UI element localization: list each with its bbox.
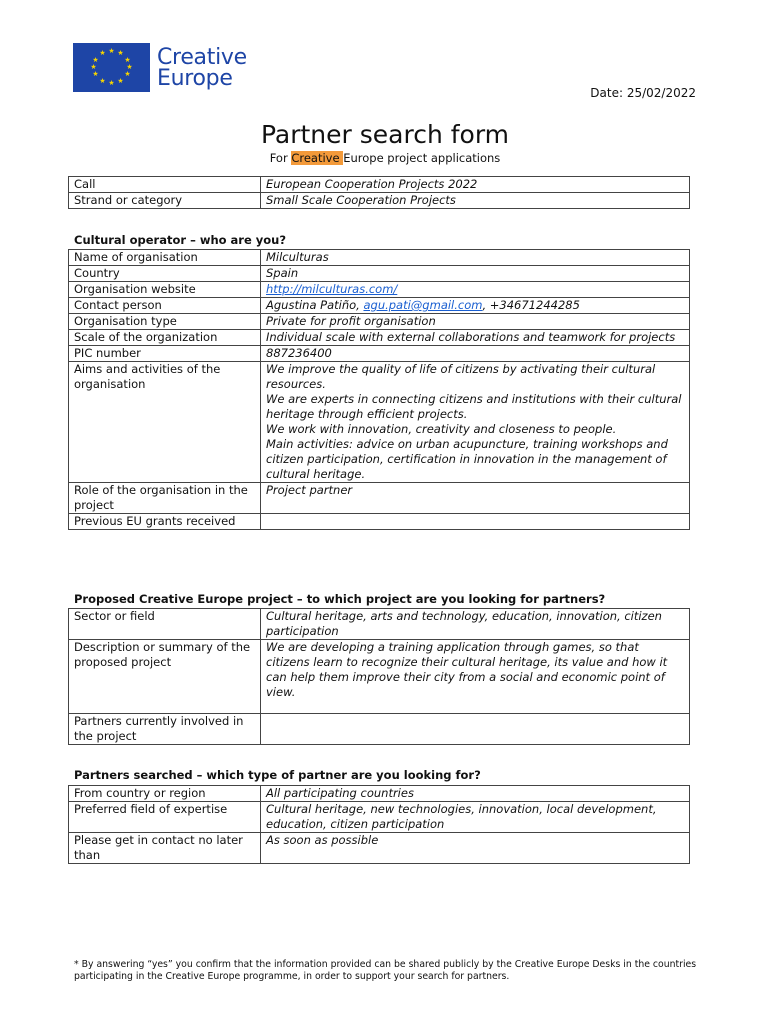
role-value: Project partner: [261, 483, 690, 514]
deadline-value: As soon as possible: [261, 833, 690, 864]
table-row: [69, 802, 690, 833]
expertise-label: Preferred field of expertise: [69, 802, 261, 833]
contact-email-link[interactable]: agu.pati@gmail.com: [363, 298, 483, 312]
table-row: [69, 193, 690, 209]
creative-europe-logo: [73, 43, 247, 92]
org-name-label: Name of organisation: [69, 250, 261, 266]
page-subtitle: [0, 151, 770, 165]
call-value: European Cooperation Projects 2022: [261, 177, 690, 193]
contact-phone: +34671244285: [489, 298, 580, 312]
table-row: [69, 640, 690, 714]
aims-line: We are experts in connecting citizens and institutions with their cultural heritage through efficient projects.: [266, 392, 682, 421]
page-title: Partner search form: [260, 120, 510, 149]
table-row: [69, 298, 690, 314]
brand-line-1: Creative: [157, 44, 247, 70]
search-heading: Partners searched – which type of partner are you looking for?: [74, 768, 481, 782]
aims-label: Aims and activities of the organisation: [69, 362, 261, 483]
role-label: Role of the organisation in the project: [69, 483, 261, 514]
table-row: [69, 282, 690, 298]
table-row: [69, 609, 690, 640]
operator-table: [68, 249, 690, 530]
deadline-label: Please get in contact no later than: [69, 833, 261, 864]
table-row: [69, 250, 690, 266]
description-value: We are developing a training application through games, so that citizens learn to recognize their cultural heritage, its value and how it can help them improve their city from a social and economic point of view.: [261, 640, 690, 714]
brand-line-2: Europe: [157, 65, 233, 91]
operator-heading: Cultural operator – who are you?: [74, 233, 287, 247]
scale-value: Individual scale with external collaborations and teamwork for projects: [261, 330, 690, 346]
contact-cell: Agustina Patiño, agu.pati@gmail.com, +34671244285: [261, 298, 690, 314]
search-table: [68, 785, 690, 864]
call-label: Call: [69, 177, 261, 193]
strand-label: Strand or category: [69, 193, 261, 209]
table-row: [69, 266, 690, 282]
call-table: [68, 176, 690, 209]
table-row: [69, 514, 690, 530]
table-row: [69, 362, 690, 483]
sector-label: Sector or field: [69, 609, 261, 640]
aims-value: [261, 362, 690, 483]
table-row: [69, 833, 690, 864]
table-row: [69, 314, 690, 330]
pic-value: 887236400: [261, 346, 690, 362]
subtitle-highlight: Creative: [291, 151, 344, 165]
table-row: [69, 786, 690, 802]
project-heading: Proposed Creative Europe project – to which project are you looking for partners?: [74, 592, 606, 606]
contact-name: Agustina Patiño: [266, 298, 357, 312]
website-label: Organisation website: [69, 282, 261, 298]
table-row: [69, 483, 690, 514]
grants-label: Previous EU grants received: [69, 514, 261, 530]
website-link[interactable]: http://milculturas.com/: [266, 282, 398, 296]
current-partners-value: [261, 714, 690, 745]
scale-label: Scale of the organization: [69, 330, 261, 346]
org-name-value: Milculturas: [261, 250, 690, 266]
aims-line: We improve the quality of life of citizens by activating their cultural resources.: [266, 362, 656, 391]
aims-line: Main activities: advice on urban acupuncture, training workshops and citizen participation, certification in innovation in the management of cultural heritage.: [266, 437, 668, 481]
table-row: [69, 330, 690, 346]
from-country-label: From country or region: [69, 786, 261, 802]
brand-wordmark: [157, 44, 247, 91]
sector-value: Cultural heritage, arts and technology, education, innovation, citizen participation: [261, 609, 690, 640]
subtitle-pre: For: [269, 151, 292, 165]
country-label: Country: [69, 266, 261, 282]
website-cell: [261, 282, 690, 298]
country-value: Spain: [261, 266, 690, 282]
subtitle-post: Europe project applications: [343, 151, 501, 165]
strand-value: Small Scale Cooperation Projects: [261, 193, 690, 209]
pic-label: PIC number: [69, 346, 261, 362]
org-type-label: Organisation type: [69, 314, 261, 330]
table-row: [69, 177, 690, 193]
description-label: Description or summary of the proposed project: [69, 640, 261, 714]
table-row: [69, 346, 690, 362]
table-row: [69, 714, 690, 745]
expertise-value: Cultural heritage, new technologies, innovation, local development, education, citizen participation: [261, 802, 690, 833]
contact-label: Contact person: [69, 298, 261, 314]
org-type-value: Private for profit organisation: [261, 314, 690, 330]
footnote: * By answering “yes” you confirm that the information provided can be shared publicly by the Creative Europe Desks in the countries participating in the Creative Europe programme, in order to support your search for partners.: [74, 959, 697, 982]
form-date: Date: 25/02/2022: [590, 86, 696, 100]
current-partners-label: Partners currently involved in the project: [69, 714, 261, 745]
eu-flag-icon: ★ ★ ★ ★ ★ ★ ★ ★ ★ ★ ★ ★: [73, 43, 150, 92]
grants-value: [261, 514, 690, 530]
from-country-value: All participating countries: [261, 786, 690, 802]
aims-line: We work with innovation, creativity and closeness to people.: [266, 422, 617, 436]
project-table: [68, 608, 690, 745]
